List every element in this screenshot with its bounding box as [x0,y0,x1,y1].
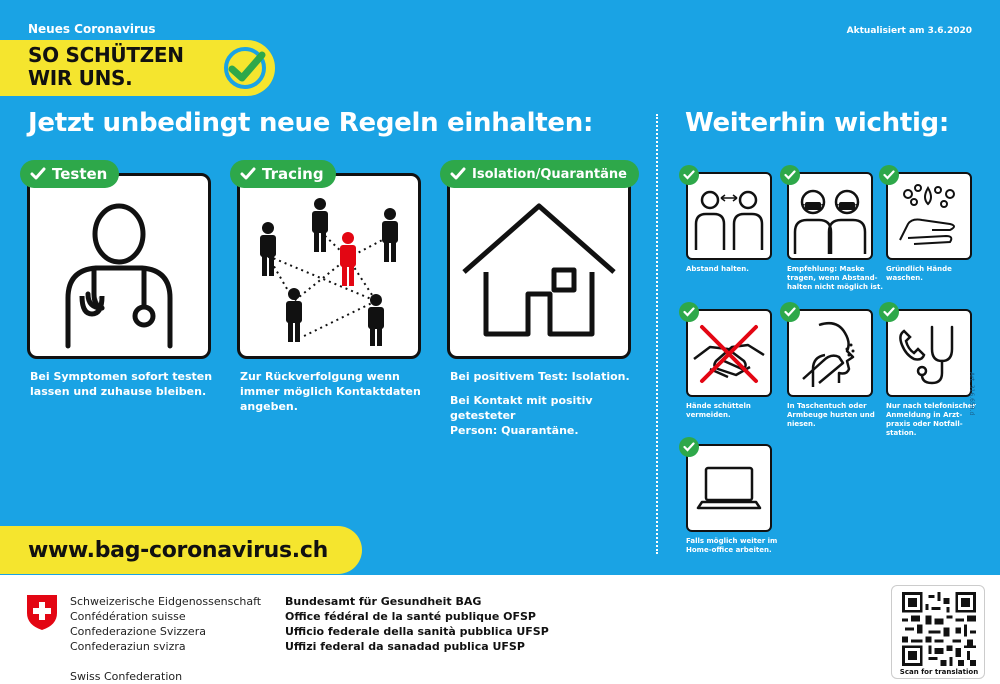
updated-date: Aktualisiert am 3.6.2020 [846,26,972,36]
qr-code-icon [902,592,976,666]
check-icon [784,307,796,317]
caption-line: Home-office arbeiten. [686,546,772,554]
card-distance [686,172,772,260]
caption-line: lassen und zuhause bleiben. [30,385,207,398]
check-badge [879,302,899,322]
url-band [0,526,362,574]
caption-line: Bei Kontakt mit positiv getesteter [450,394,593,422]
caption-line: waschen. [886,274,923,282]
panel-tracing [237,173,421,359]
caption-testen [30,369,220,399]
logo-text [28,44,184,90]
confederation-names [70,594,261,654]
handwash-icon [888,174,970,258]
mask-icon [789,174,871,258]
caption-line: Abstand halten. [686,265,749,273]
caption-line: vermeiden. [686,411,731,419]
swiss-shield-icon [25,593,59,631]
caption-line: tragen, wenn Abstand- [787,274,878,282]
qr-caption: Scan for translation [899,668,979,676]
check-badge [679,302,699,322]
card-laptop [686,444,772,532]
caption-line: Bei positivem Test: Isolation. [450,370,630,383]
website-link[interactable]: www.bag-coronavirus.ch [28,538,328,563]
caption-line: In Taschentuch oder [787,402,867,410]
check-badge [679,165,699,185]
card-handwash [886,172,972,260]
check-icon [240,167,256,181]
doctor-stethoscope-icon [30,176,208,356]
panel-testen [27,173,211,359]
check-icon [784,170,796,180]
office-line: Bundesamt für Gesundheit BAG [285,595,482,608]
phone-stethoscope-icon [888,311,970,395]
card-no-handshake [686,309,772,397]
caption-cough-elbow [787,402,887,429]
office-line: Office fédéral de la santé publique OFSP [285,610,536,623]
panel-isolation [447,173,631,359]
check-icon [683,170,695,180]
check-badge [679,437,699,457]
tag-testen [20,160,119,188]
campaign-logo [0,40,275,96]
card-phone-stethoscope [886,309,972,397]
caption-line: Zur Rückverfolgung wenn [240,370,400,383]
caption-line: praxis oder Notfall- [886,420,963,428]
caption-no-handshake [686,402,786,420]
check-badge [879,165,899,185]
confed-line: Schweizerische Eidgenossenschaft [70,595,262,608]
laptop-icon [688,446,770,530]
qr-code-box[interactable] [891,585,985,679]
checkmark-icon [222,45,268,91]
caption-line: niesen. [787,420,816,428]
caption-distance [686,265,786,274]
caption-line: halten nicht möglich ist. [787,283,883,291]
tag-label: Isolation/Quarantäne [472,166,627,182]
caption-line: Nur nach telefonischer [886,402,976,410]
caption-line: Falls möglich weiter im [686,537,778,545]
caption-isolation [450,369,655,438]
contact-tracing-icon [240,176,418,356]
tag-label: Tracing [262,165,324,183]
caption-handwash [886,265,986,283]
confed-line: Confederazione Svizzera [70,625,206,638]
confed-line: Confédération suisse [70,610,186,623]
dotted-divider [656,114,658,554]
check-icon [30,167,46,181]
check-icon [883,170,895,180]
card-cough-elbow [787,309,873,397]
check-badge [780,302,800,322]
tag-isolation [440,160,639,188]
check-badge [780,165,800,185]
check-icon [683,307,695,317]
swiss-confederation: Swiss Confederation [70,670,183,683]
kicker-text: Neues Coronavirus [28,22,156,36]
caption-laptop [686,537,786,555]
office-line: Uffizi federal da sanadad publica UFSP [285,640,525,653]
caption-line: station. [886,429,917,437]
cough-elbow-icon [789,311,871,395]
logo-line-2: WIR UNS. [28,66,133,90]
check-icon [450,167,466,181]
card-mask [787,172,873,260]
caption-line: Hände schütteln [686,402,751,410]
logo-line-1: SO SCHÜTZEN [28,43,184,67]
main-headline: Jetzt unbedingt neue Regeln einhalten: [28,108,594,138]
check-icon [683,442,695,452]
caption-mask [787,265,887,292]
caption-line: Person: Quarantäne. [450,424,579,437]
caption-line: immer möglich Kontaktdaten [240,385,421,398]
check-icon [883,307,895,317]
caption-line: Gründlich Hände [886,265,952,273]
confed-line: Confederaziun svizra [70,640,186,653]
tag-label: Testen [52,165,108,183]
caption-line: Empfehlung: Maske [787,265,865,273]
caption-line: Armbeuge husten und [787,411,875,419]
caption-line: Anmeldung in Arzt- [886,411,963,419]
office-line: Ufficio federale della sanità pubblica UFSP [285,625,549,638]
tag-tracing [230,160,336,188]
caption-line: angeben. [240,400,298,413]
secondary-headline: Weiterhin wichtig: [685,108,949,138]
article-code: Art. 316.659.d [968,372,975,416]
caption-line: Bei Symptomen sofort testen [30,370,213,383]
caption-tracing [240,369,440,414]
house-icon [450,176,628,356]
office-names [285,594,549,654]
distance-icon [688,174,770,258]
no-handshake-icon [688,311,770,395]
